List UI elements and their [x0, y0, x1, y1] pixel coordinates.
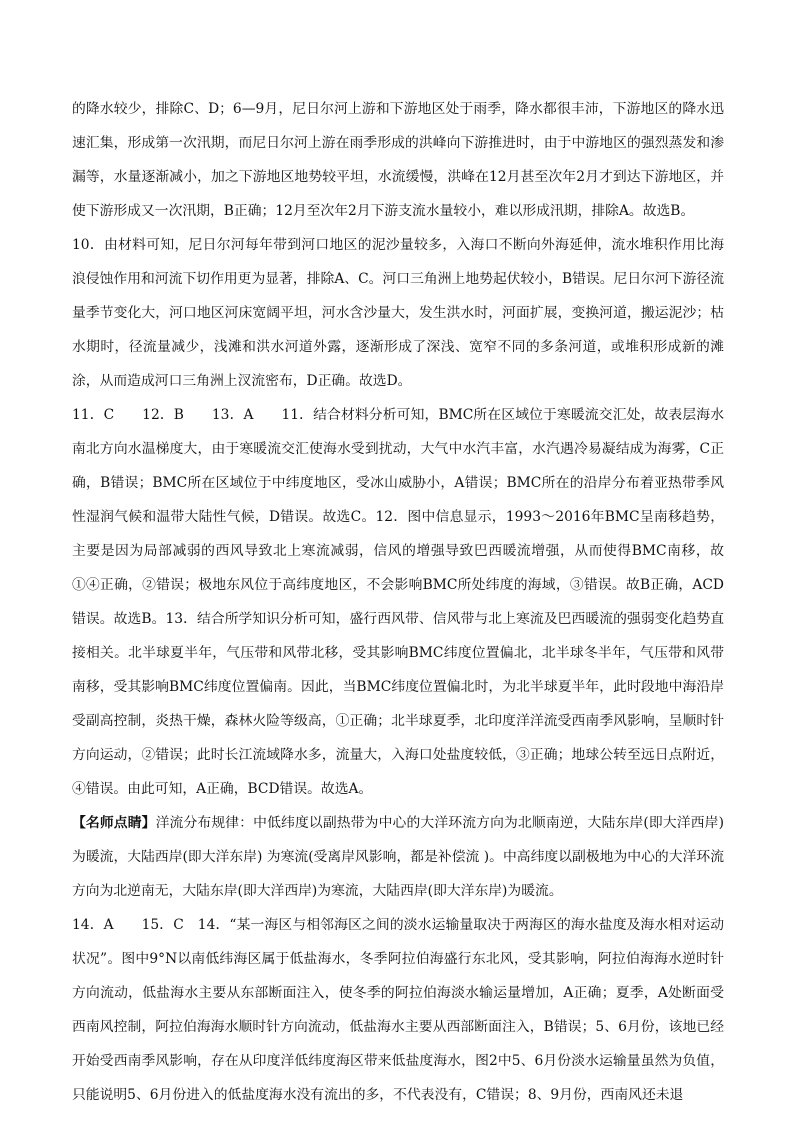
teacher-tip-text: 洋流分布规律：中低纬度以副热带为中心的大洋环流方向为北顺南逆，大陆东岸(即大洋西岸)为暖流，大陆西岸(即大洋东岸) 为寒流(受离岸风影响，都是补偿流 )。中高纬度以副极地为中心的大洋环流方向为北逆南无，大陆东岸(即大洋西岸)为寒流，大陆西岸(即大洋东岸)为暖流。 — [72, 815, 725, 899]
paragraph-teacher-tip — [72, 806, 724, 908]
document-page — [72, 92, 724, 1112]
paragraph-q14-15: 14．A 15．C 14．“某一海区与相邻海区之间的淡水运输量取决于两海区的海水盐度及海水相对运动状况”。图中9°N以南低纬海区属于低盐海水，冬季阿拉伯海盛行东北风，受其影响，阿拉伯海海水逆时针方向流动，低盐海水主要从东部断面注入，使冬季的阿拉伯海淡水输运量增加，A正确；夏季，A处断面受西南风控制，阿拉伯海海水顺时针方向流动，低盐海水主要从西部断面注入，B错误；5、6月份，该地已经开始受西南季风影响，存在从印度洋低纬度海区带来低盐度海水，图2中5、6月份淡水运输量虽然为负值，只能说明5、6月份进入的低盐度海水没有流出的多，不代表没有，C错误；8、9月份，西南风还未退 — [72, 917, 724, 1103]
teacher-tip-heading: 【名师点睛】 — [72, 815, 156, 831]
paragraph-q11-13: 11．C 12．B 13．A 11．结合材料分析可知，BMC所在区域位于寒暖流交汇处，故表层海水南北方向水温梯度大，由于寒暖流交汇使海水受到扰动，大气中水汽丰富，水汽遇冷易凝结成为海雾，C正确，B错误；BMC所在区域位于中纬度地区，受冰山威胁小，A错误；BMC所在的沿岸分布着亚热带季风性湿润气候和温带大陆性气候，D错误。故选C。12．图中信息显示，1993～2016年BMC呈南移趋势，主要是因为局部减弱的西风导致北上寒流减弱，信风的增强导致巴西暖流增强，从而使得BMC南移，故①④正确，②错误；极地东风位于高纬度地区，不会影响BMC所处纬度的海域，③错误。故B正确，ACD错误。故选B。13．结合所学知识分析可知，盛行西风带、信风带与北上寒流及巴西暖流的强弱变化趋势直接相关。北半球夏半年，气压带和风带北移，受其影响BMC纬度位置偏北，北半球冬半年，气压带和风带南移，受其影响BMC纬度位置偏南。因此，当BMC纬度位置偏北时，为北半球夏半年，此时段地中海沿岸受副高控制，炎热干燥，森林火险等级高，①正确；北半球夏季，北印度洋洋流受西南季风影响，呈顺时针方向运动，②错误；此时长江流域降水多，流量大，入海口处盐度较低，③正确；地球公转至远日点附近，④错误。由此可知，A正确，BCD错误。故选A。 — [72, 407, 724, 797]
paragraph-q9-continuation: 的降水较少，排除C、D；6—9月，尼日尔河上游和下游地区处于雨季，降水都很丰沛，下游地区的降水迅速汇集，形成第一次汛期，而尼日尔河上游在雨季形成的洪峰向下游推进时，由于中游地区的强烈蒸发和渗漏等，水量逐渐减小，加之下游地区地势较平坦，水流缓慢，洪峰在12月甚至次年2月才到达下游地区，并使下游形成又一次汛期，B正确；12月至次年2月下游支流水量较小，难以形成汛期，排除A。故选B。 — [72, 101, 724, 219]
paragraph-q10: 10．由材料可知，尼日尔河每年带到河口地区的泥沙量较多，入海口不断向外海延伸，流水堆积作用比海浪侵蚀作用和河流下切作用更为显著，排除A、C。河口三角洲上地势起伏较小，B错误。尼日尔河下游径流量季节变化大，河口地区河床宽阔平坦，河水含沙量大，发生洪水时，河面扩展，变换河道，搬运泥沙；枯水期时，径流量减少，浅滩和洪水河道外露，逐渐形成了深浅、宽窄不同的多条河道，或堆积形成新的滩涂，从而造成河口三角洲上汊流密布，D正确。故选D。 — [72, 237, 724, 389]
